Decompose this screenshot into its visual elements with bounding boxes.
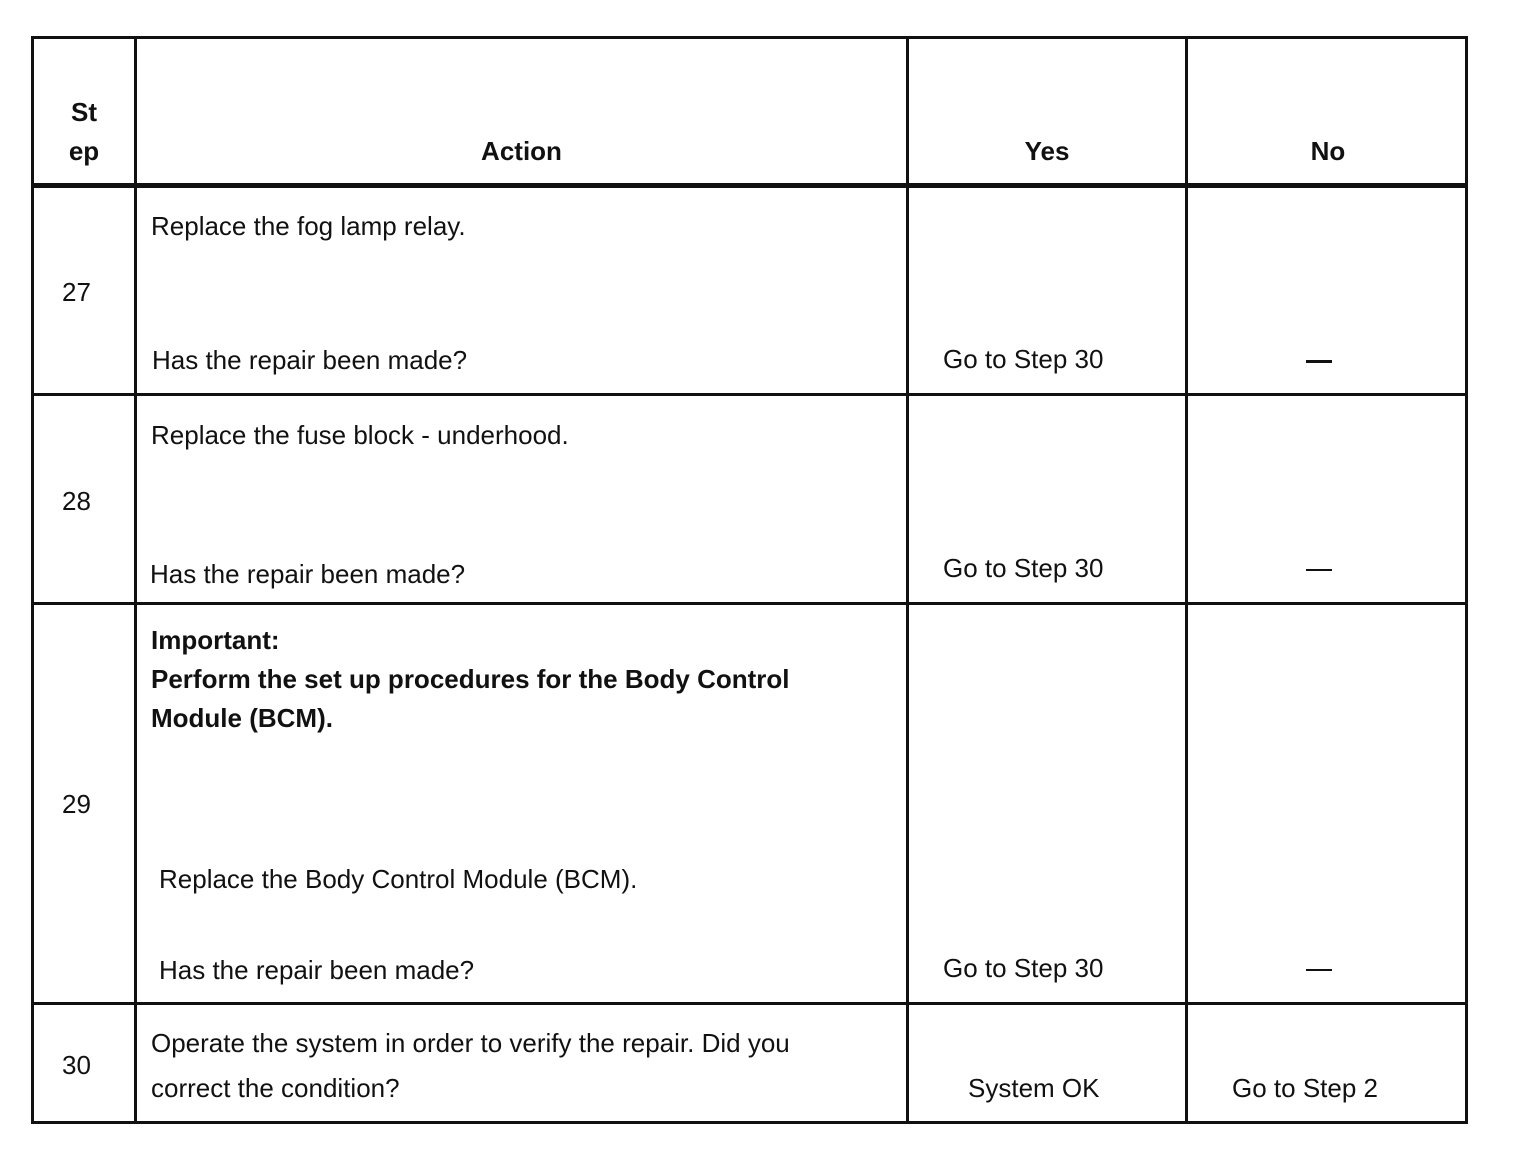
no-result: Go to Step 2 [1232, 1073, 1378, 1103]
no-result-text [34, 39, 35, 40]
column-divider [134, 39, 137, 1121]
action-text: Replace the Body Control Module (BCM). [159, 864, 638, 894]
column-divider [1185, 39, 1188, 1121]
header-divider [34, 183, 1465, 188]
step-number: 30 [62, 1050, 91, 1080]
yes-result: System OK [968, 1073, 1100, 1103]
no-result-dash [1306, 969, 1332, 971]
diagnostic-table [31, 36, 1468, 1124]
action-text-line1: Operate the system in order to verify the repair. Did you [151, 1028, 790, 1058]
action-question: Has the repair been made? [159, 955, 475, 985]
no-result-text [34, 39, 35, 40]
no-result-dash [1306, 360, 1332, 363]
action-text: Replace the fog lamp relay. [151, 211, 466, 241]
action-text-line2: correct the condition? [151, 1073, 400, 1103]
no-result-dash [1306, 569, 1332, 571]
important-text-line2: Module (BCM). [151, 703, 333, 733]
header-step-line2: ep [68, 136, 100, 166]
no-result-text [34, 39, 35, 40]
column-divider [906, 39, 909, 1121]
step-number: 28 [62, 486, 91, 516]
row-divider [34, 1002, 1465, 1005]
action-text: Replace the fuse block - underhood. [151, 420, 569, 450]
header-yes: Yes [1024, 136, 1070, 166]
important-text-line1: Perform the set up procedures for the Body Control [151, 664, 790, 694]
step-number: 29 [62, 789, 91, 819]
step-number: 27 [62, 277, 91, 307]
header-action: Action [481, 136, 562, 166]
row-divider [34, 393, 1465, 396]
header-no: No [1310, 136, 1346, 166]
action-question: Has the repair been made? [150, 559, 466, 589]
yes-result: Go to Step 30 [943, 553, 1104, 583]
important-label: Important: [151, 625, 280, 655]
yes-result: Go to Step 30 [943, 344, 1104, 374]
action-question: Has the repair been made? [152, 345, 468, 375]
yes-result: Go to Step 30 [943, 953, 1104, 983]
row-divider [34, 602, 1465, 605]
header-step-line1: St [71, 97, 97, 127]
